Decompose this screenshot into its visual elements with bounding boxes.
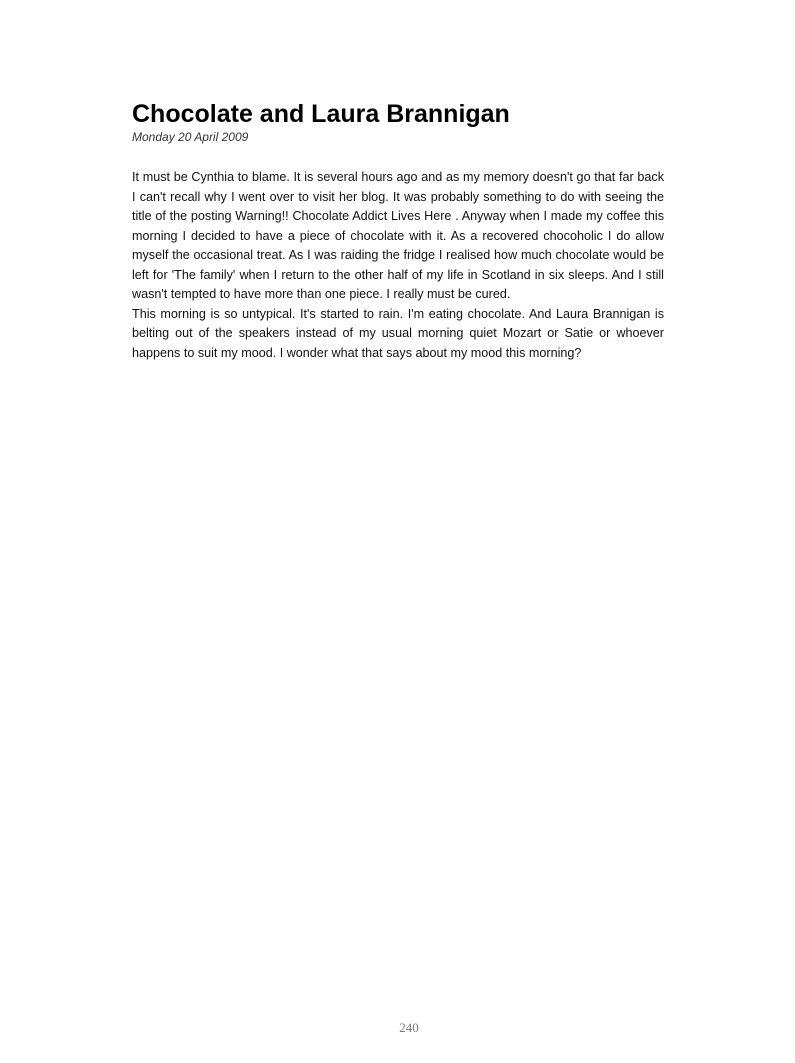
blog-post (132, 98, 664, 363)
post-title: Chocolate and Laura Brannigan (132, 100, 510, 128)
post-paragraph: It must be Cynthia to blame. It is several hours ago and as my memory doesn't go that far back I can't recall why I went over to visit her blog. It was probably something to do with seeing the title of the posting Warning!! Chocolate Addict Lives Here . Anyway when I made my coffee this morning I decided to have a piece of chocolate with it. As a recovered chocoholic I do allow myself the occasional treat. As I was raiding the fridge I realised how much chocolate would be left for 'The family' when I return to the other half of my life in Scotland in six sleeps. And I still wasn't tempted to have more than one piece. I really must be cured. (132, 170, 664, 301)
page-number: 240 (399, 1020, 419, 1035)
post-body (132, 168, 664, 363)
post-date: Monday 20 April 2009 (132, 130, 249, 144)
post-paragraph: This morning is so untypical. It's started to rain. I'm eating chocolate. And Laura Brannigan is belting out of the speakers instead of my usual morning quiet Mozart or Satie or whoever happens to suit my mood. I wonder what that says about my mood this morning? (132, 306, 664, 360)
